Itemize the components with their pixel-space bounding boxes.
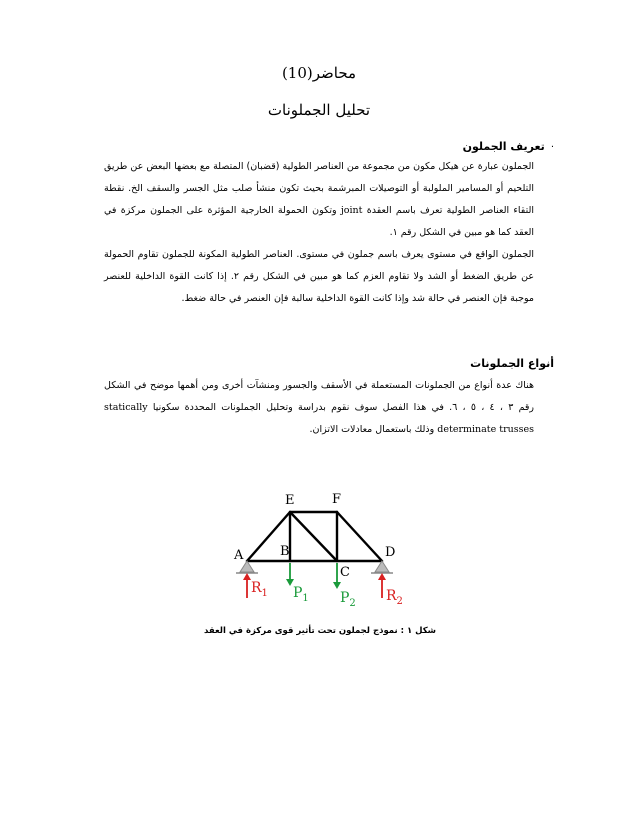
roller-support-D (371, 561, 393, 573)
statically-determinate-term: statically determinate trusses (104, 402, 534, 435)
plane-truss-paragraph: الجملون الواقع في مستوى يعرف باسم جملون في مستوى. العناصر الطولية المكونة للجملون تقاوم الحمولة عن طريق الضغط أو الشد ولا تقاوم العزم كما هو مبين في الشكل رقم ٢. إذا كانت القوة الداخلية للعنصر موجبة فإن العنصر في حالة شد وإذا كانت القوة الداخلية سالبة فإن العنصر في حالة ضغط. (104, 249, 534, 304)
reaction-label-R1: $R_1$ (251, 580, 268, 599)
types-text-2: وذلك باستعمال معادلات الاتزان. (309, 424, 435, 435)
section-heading-types: أنواع الجملونات (470, 357, 554, 370)
page-title: محاضر(10) (281, 64, 357, 82)
node-label-F: F (332, 492, 342, 507)
node-label-A: A (234, 548, 244, 563)
reaction-label-R2: $R_2$ (386, 588, 403, 607)
page-subtitle: تحليل الجملونات (267, 101, 371, 119)
node-label-E: E (285, 493, 295, 508)
member-EC (290, 512, 337, 561)
section-heading-definition (463, 140, 554, 153)
truss-members (247, 512, 382, 561)
definition-paragraph (104, 156, 534, 244)
truss-diagram (222, 486, 422, 616)
node-label-B: B (280, 544, 290, 559)
node-label-D: D (385, 545, 396, 560)
member-FD (337, 512, 382, 561)
definition-text-2: وتكون الحمولة الخارجية المؤثرة على الجملون مركزة في العقد كما هو مبين في الشكل رقم ١. (104, 205, 534, 238)
load-label-P1: $P_1$ (293, 585, 309, 604)
types-text-1: هناك عدة أنواع من الجملونات المستعملة في الأسقف والجسور ومنشآت أخرى ومن أهمها موضح في الشكل رقم ٣ ، ٤ ، ٥ ، ٦. في هذا الفصل سوف نقوم بدراسة وتحليل الجملونات المحددة سكونيا (104, 380, 535, 413)
node-label-C: C (340, 565, 350, 580)
joint-term: joint (340, 205, 363, 216)
truss-figure (222, 486, 422, 616)
figure-caption: شكل ١ : نموذج لجملون تحت تأثير قوى مركزة في العقد (203, 626, 437, 636)
definition-text-1: الجملون عبارة عن هيكل مكون من مجموعة من العناصر الطولية (قضبان) المتصلة مع بعضها البعض عن طريق التلحيم أو المسامير الملولبة أو التوصيلات المبرشمة بحيث تكون منشأ صلب مثل الجسر والسقف الخ. نقطة التقاء العناصر الطولية تعرف باسم العقدة (104, 161, 534, 216)
heading-bullet: · (550, 142, 554, 153)
heading-text: تعريف الجملون (462, 140, 545, 153)
load-label-P2: $P_2$ (340, 590, 356, 609)
types-paragraph (104, 375, 534, 441)
